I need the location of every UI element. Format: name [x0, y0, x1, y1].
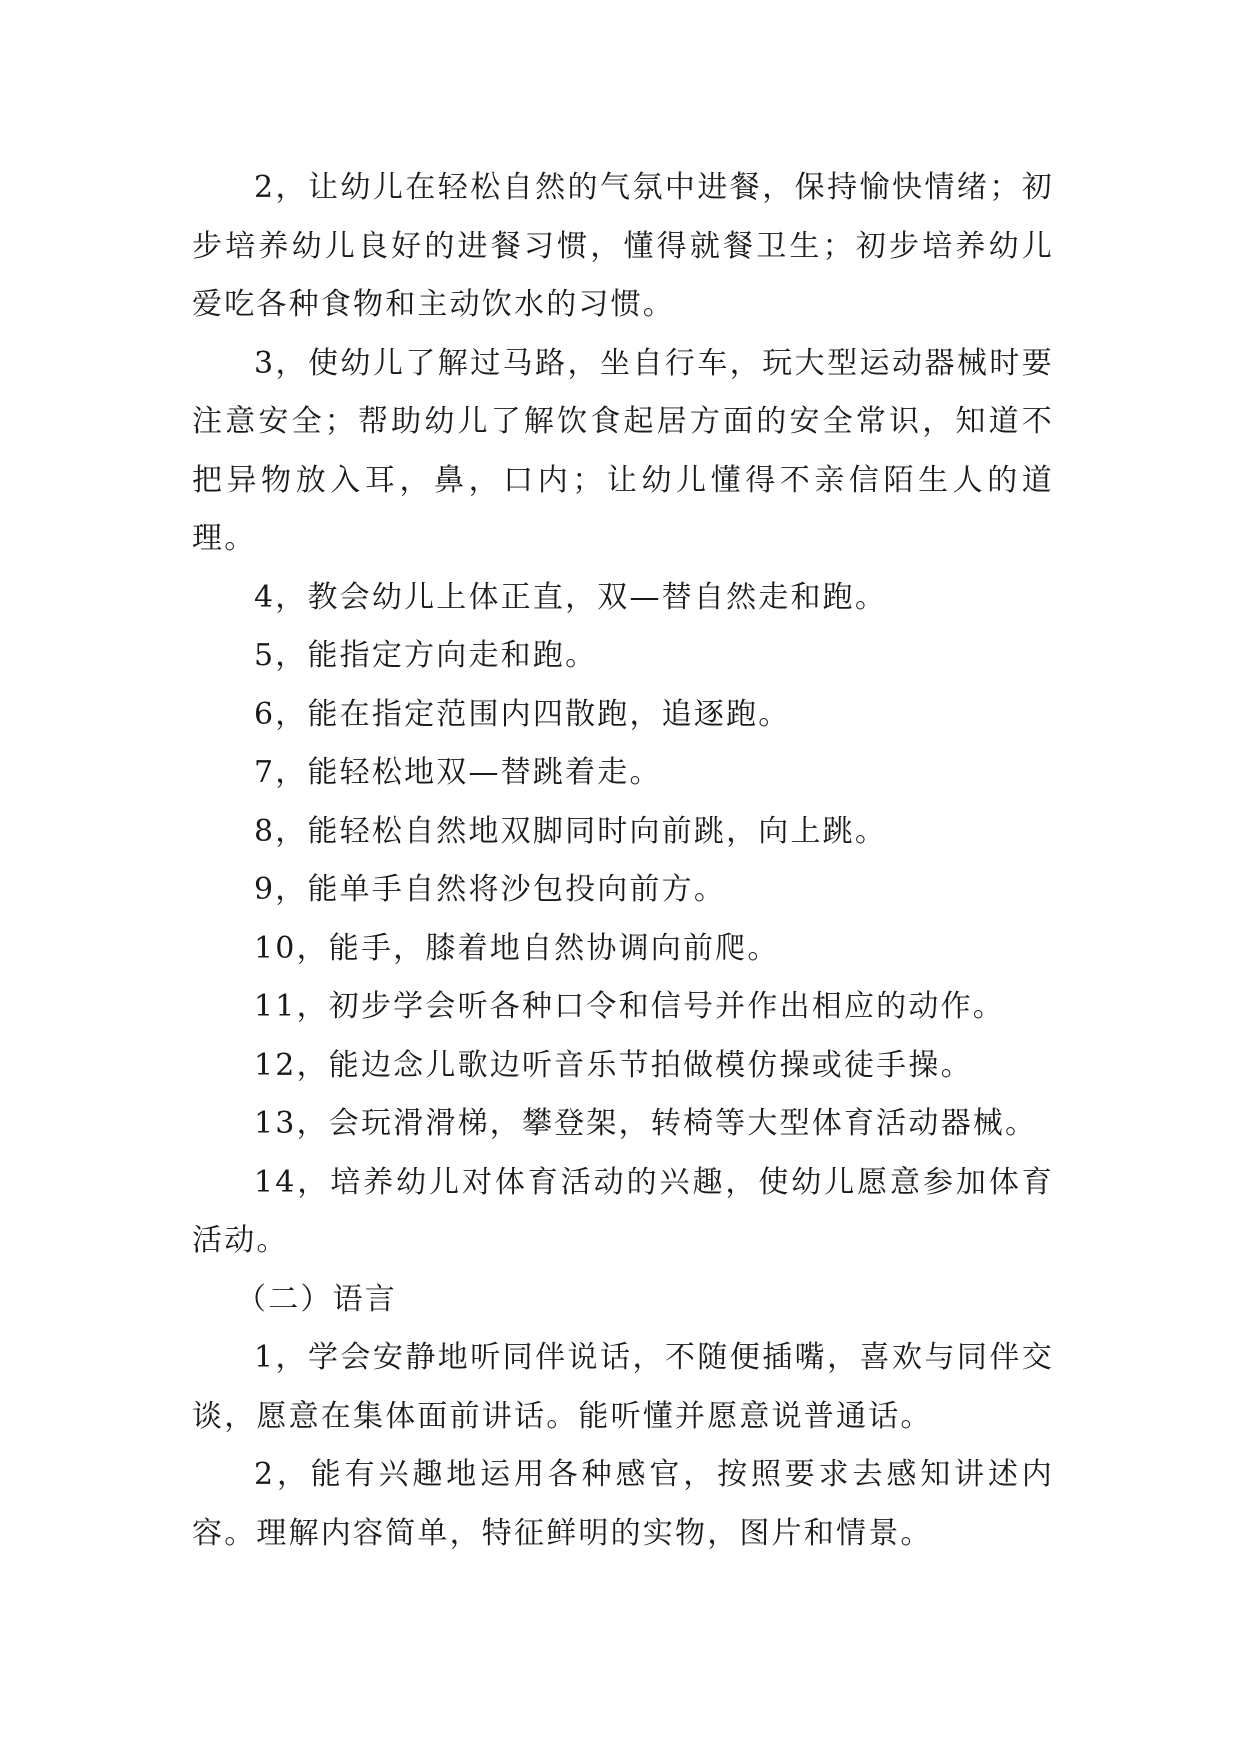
paragraph-item-3: 3，使幼儿了解过马路，坐自行车，玩大型运动器械时要注意安全；帮助幼儿了解饮食起居方面的安全常识，知道不把异物放入耳，鼻，口内；让幼儿懂得不亲信陌生人的道理。 — [192, 345, 1054, 556]
paragraph-item-10: 10，能手，膝着地自然协调向前爬。 — [254, 930, 780, 966]
section-heading-language: （二）语言 — [236, 1281, 397, 1317]
paragraph-item-14: 14，培养幼儿对体育活动的兴趣，使幼儿愿意参加体育活动。 — [192, 1164, 1054, 1258]
paragraph-item-4: 4，教会幼儿上体正直，双—替自然走和跑。 — [254, 579, 888, 615]
paragraph-item-7: 7，能轻松地双—替跳着走。 — [254, 755, 662, 790]
paragraph-item-11: 11，初步学会听各种口令和信号并作出相应的动作。 — [254, 989, 1005, 1024]
paragraph-item-6: 6，能在指定范围内四散跑，追逐跑。 — [254, 696, 791, 732]
paragraph-item-13: 13，会玩滑滑梯，攀登架，转椅等大型体育活动器械。 — [254, 1106, 1038, 1141]
paragraph-item-2: 2，让幼儿在轻松自然的气氛中进餐，保持愉快情绪；初步培养幼儿良好的进餐习惯，懂得就餐卫生；初步培养幼儿爱吃各种食物和主动饮水的习惯。 — [192, 170, 1054, 322]
language-paragraph-item-2: 2，能有兴趣地运用各种感官，按照要求去感知讲述内容。理解内容简单，特征鲜明的实物，图片和情景。 — [192, 1457, 1054, 1551]
paragraph-item-12: 12，能边念儿歌边听音乐节拍做模仿操或徒手操。 — [254, 1047, 973, 1083]
paragraph-item-9: 9，能单手自然将沙包投向前方。 — [254, 872, 727, 907]
language-paragraph-item-1: 1，学会安静地听同伴说话，不随便插嘴，喜欢与同伴交谈，愿意在集体面前讲话。能听懂并愿意说普通话。 — [192, 1340, 1054, 1434]
document-body — [192, 159, 1054, 1563]
paragraph-item-5: 5，能指定方向走和跑。 — [254, 638, 598, 673]
paragraph-item-8: 8，能轻松自然地双脚同时向前跳，向上跳。 — [254, 813, 888, 849]
